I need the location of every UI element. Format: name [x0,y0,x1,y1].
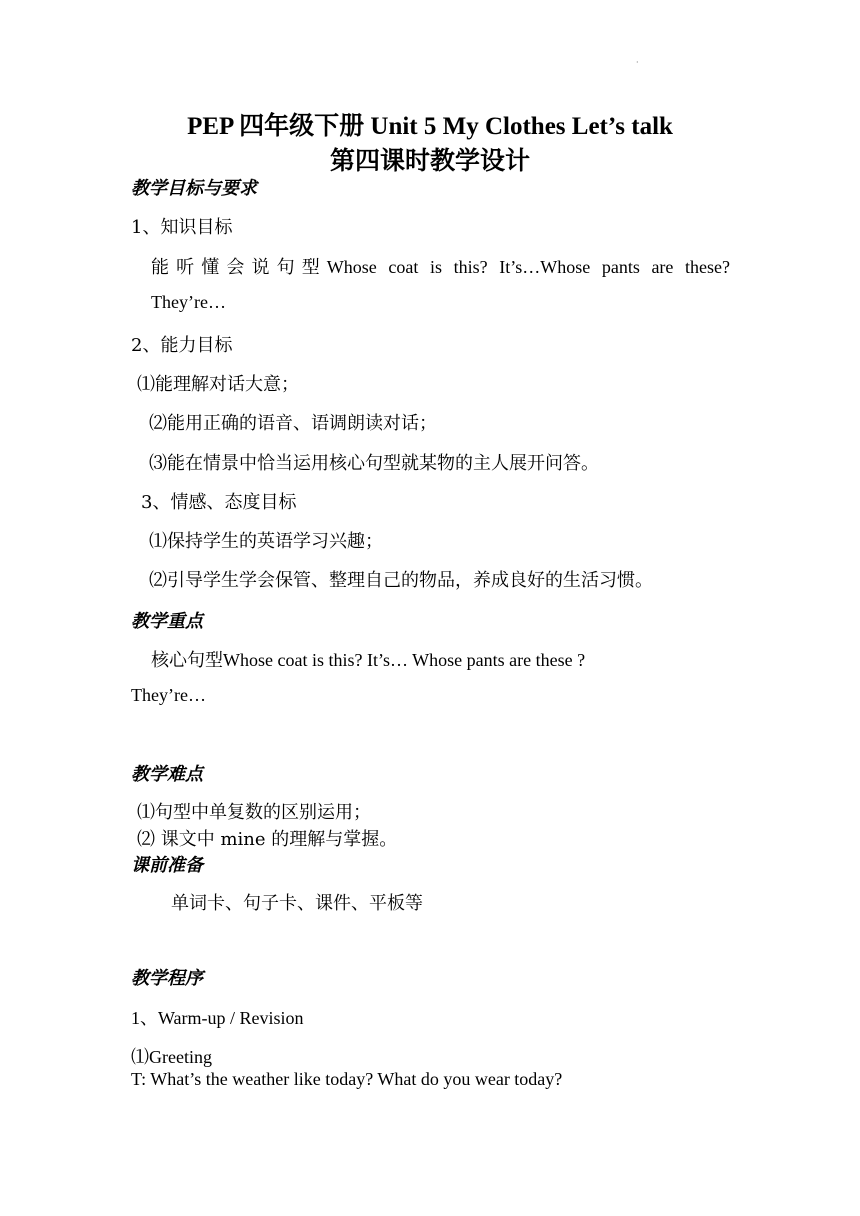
knowledge-objective-line2: They’re… [151,292,226,312]
difficulties-heading: 教学难点 [131,764,203,785]
document-subtitle: 第四课时教学设计 [329,148,530,175]
attitude-objective-title: 3、情感、态度目标 [141,492,297,513]
ability-objective-item-3: ⑶能在情景中恰当运用核心句型就某物的主人展开问答。 [149,453,599,474]
preparation-heading: 课前准备 [131,855,203,876]
attitude-objective-item-2: ⑵引导学生学会保管、整理自己的物品，养成良好的生活习惯。 [149,570,653,591]
procedure-step-1-sub-1: ⑴Greeting [131,1047,212,1067]
procedure-heading: 教学程序 [131,968,203,989]
document-title: PEP 四年级下册 Unit 5 My Clothes Let’s talk [187,113,673,140]
difficulty-item-1: ⑴句型中单复数的区别运用； [137,802,371,823]
key-points-line2: They’re… [131,685,206,705]
difficulty-item-2: ⑵ 课文中 mine 的理解与掌握。 [137,829,398,850]
procedure-step-1-dialog: T: What’s the weather like today? What do you wear today? [131,1069,563,1089]
attitude-objective-item-1: ⑴保持学生的英语学习兴趣； [149,531,383,552]
ability-objective-item-2: ⑵能用正确的语音、语调朗读对话； [149,413,437,434]
ability-objective-item-1: ⑴能理解对话大意； [137,374,299,395]
objectives-heading: 教学目标与要求 [131,178,257,199]
ability-objective-title: 2、能力目标 [131,335,233,356]
knowledge-objective-line1: 能听懂会说句型Whose coat is this? It’s…Whose pants are these? [151,257,730,277]
knowledge-objective-title: 1、知识目标 [131,217,233,238]
preparation-materials: 单词卡、句子卡、课件、平板等 [171,893,423,914]
header-mark: · [636,58,639,67]
key-points-line1: 核心句型Whose coat is this? It’s… Whose pants are these ? [151,650,586,670]
key-points-heading: 教学重点 [131,611,203,632]
procedure-step-1: 1、Warm-up / Revision [131,1008,304,1028]
